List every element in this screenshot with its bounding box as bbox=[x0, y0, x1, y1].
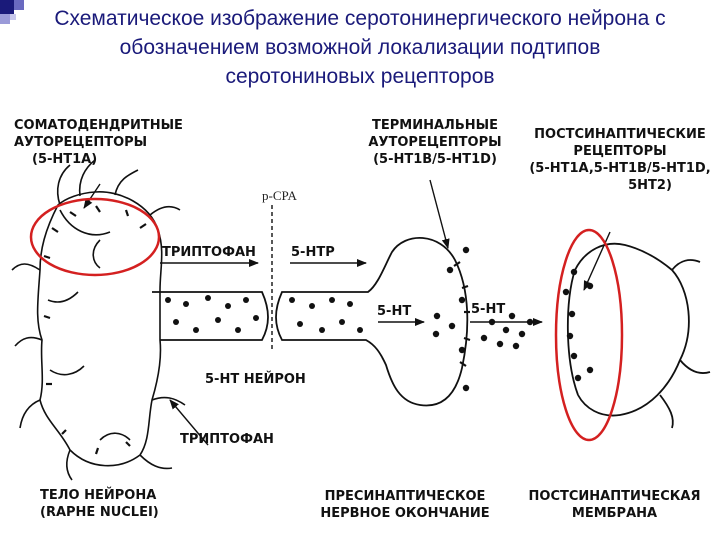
label-5htp: 5-HTP bbox=[291, 245, 335, 260]
label-postsynaptic-membrane: ПОСТСИНАПТИЧЕСКАЯ МЕМБРАНА bbox=[528, 489, 701, 521]
flow-arrows bbox=[84, 180, 610, 445]
title-line-3: серотониновых рецепторов bbox=[225, 65, 495, 88]
label-pcpa: p-CPA bbox=[262, 188, 297, 203]
serotonin-molecules bbox=[433, 247, 593, 391]
soma-receptor-ticks bbox=[44, 206, 146, 454]
vesicles-axon bbox=[165, 295, 363, 333]
label-5ht-cleft: 5-HT bbox=[471, 302, 506, 317]
label-postsynaptic-receptors: ПОСТСИНАПТИЧЕСКИЕ РЕЦЕПТОРЫ (5-HT1A,5-HT1B/5-HT1D, 5HT2) bbox=[529, 127, 711, 193]
label-5ht-neuron: 5-HT НЕЙРОН bbox=[205, 372, 306, 387]
label-5ht-terminal: 5-HT bbox=[377, 304, 412, 319]
title-line-1: Схематическое изображение серотонинергического нейрона с bbox=[54, 7, 666, 30]
label-neuron-body: ТЕЛО НЕЙРОНА (RAPHE NUCLEI) bbox=[40, 488, 159, 520]
label-triptofan-axon: ТРИПТОФАН bbox=[162, 245, 256, 260]
label-somatodendritic: СОМАТОДЕНДРИТНЫЕ АУТОРЕЦЕПТОРЫ (5-HT1A) bbox=[14, 118, 183, 167]
title-line-2: обозначением возможной локализации подтипов bbox=[119, 36, 601, 59]
label-triptofan-body: ТРИПТОФАН bbox=[180, 432, 274, 447]
postsynaptic-cell bbox=[568, 244, 710, 428]
label-presynaptic-terminal: ПРЕСИНАПТИЧЕСКОЕ НЕРВНОЕ ОКОНЧАНИЕ bbox=[320, 489, 490, 521]
label-terminal-autoreceptors: ТЕРМИНАЛЬНЫЕ АУТОРЕЦЕПТОРЫ (5-HT1B/5-HT1D) bbox=[368, 118, 502, 167]
